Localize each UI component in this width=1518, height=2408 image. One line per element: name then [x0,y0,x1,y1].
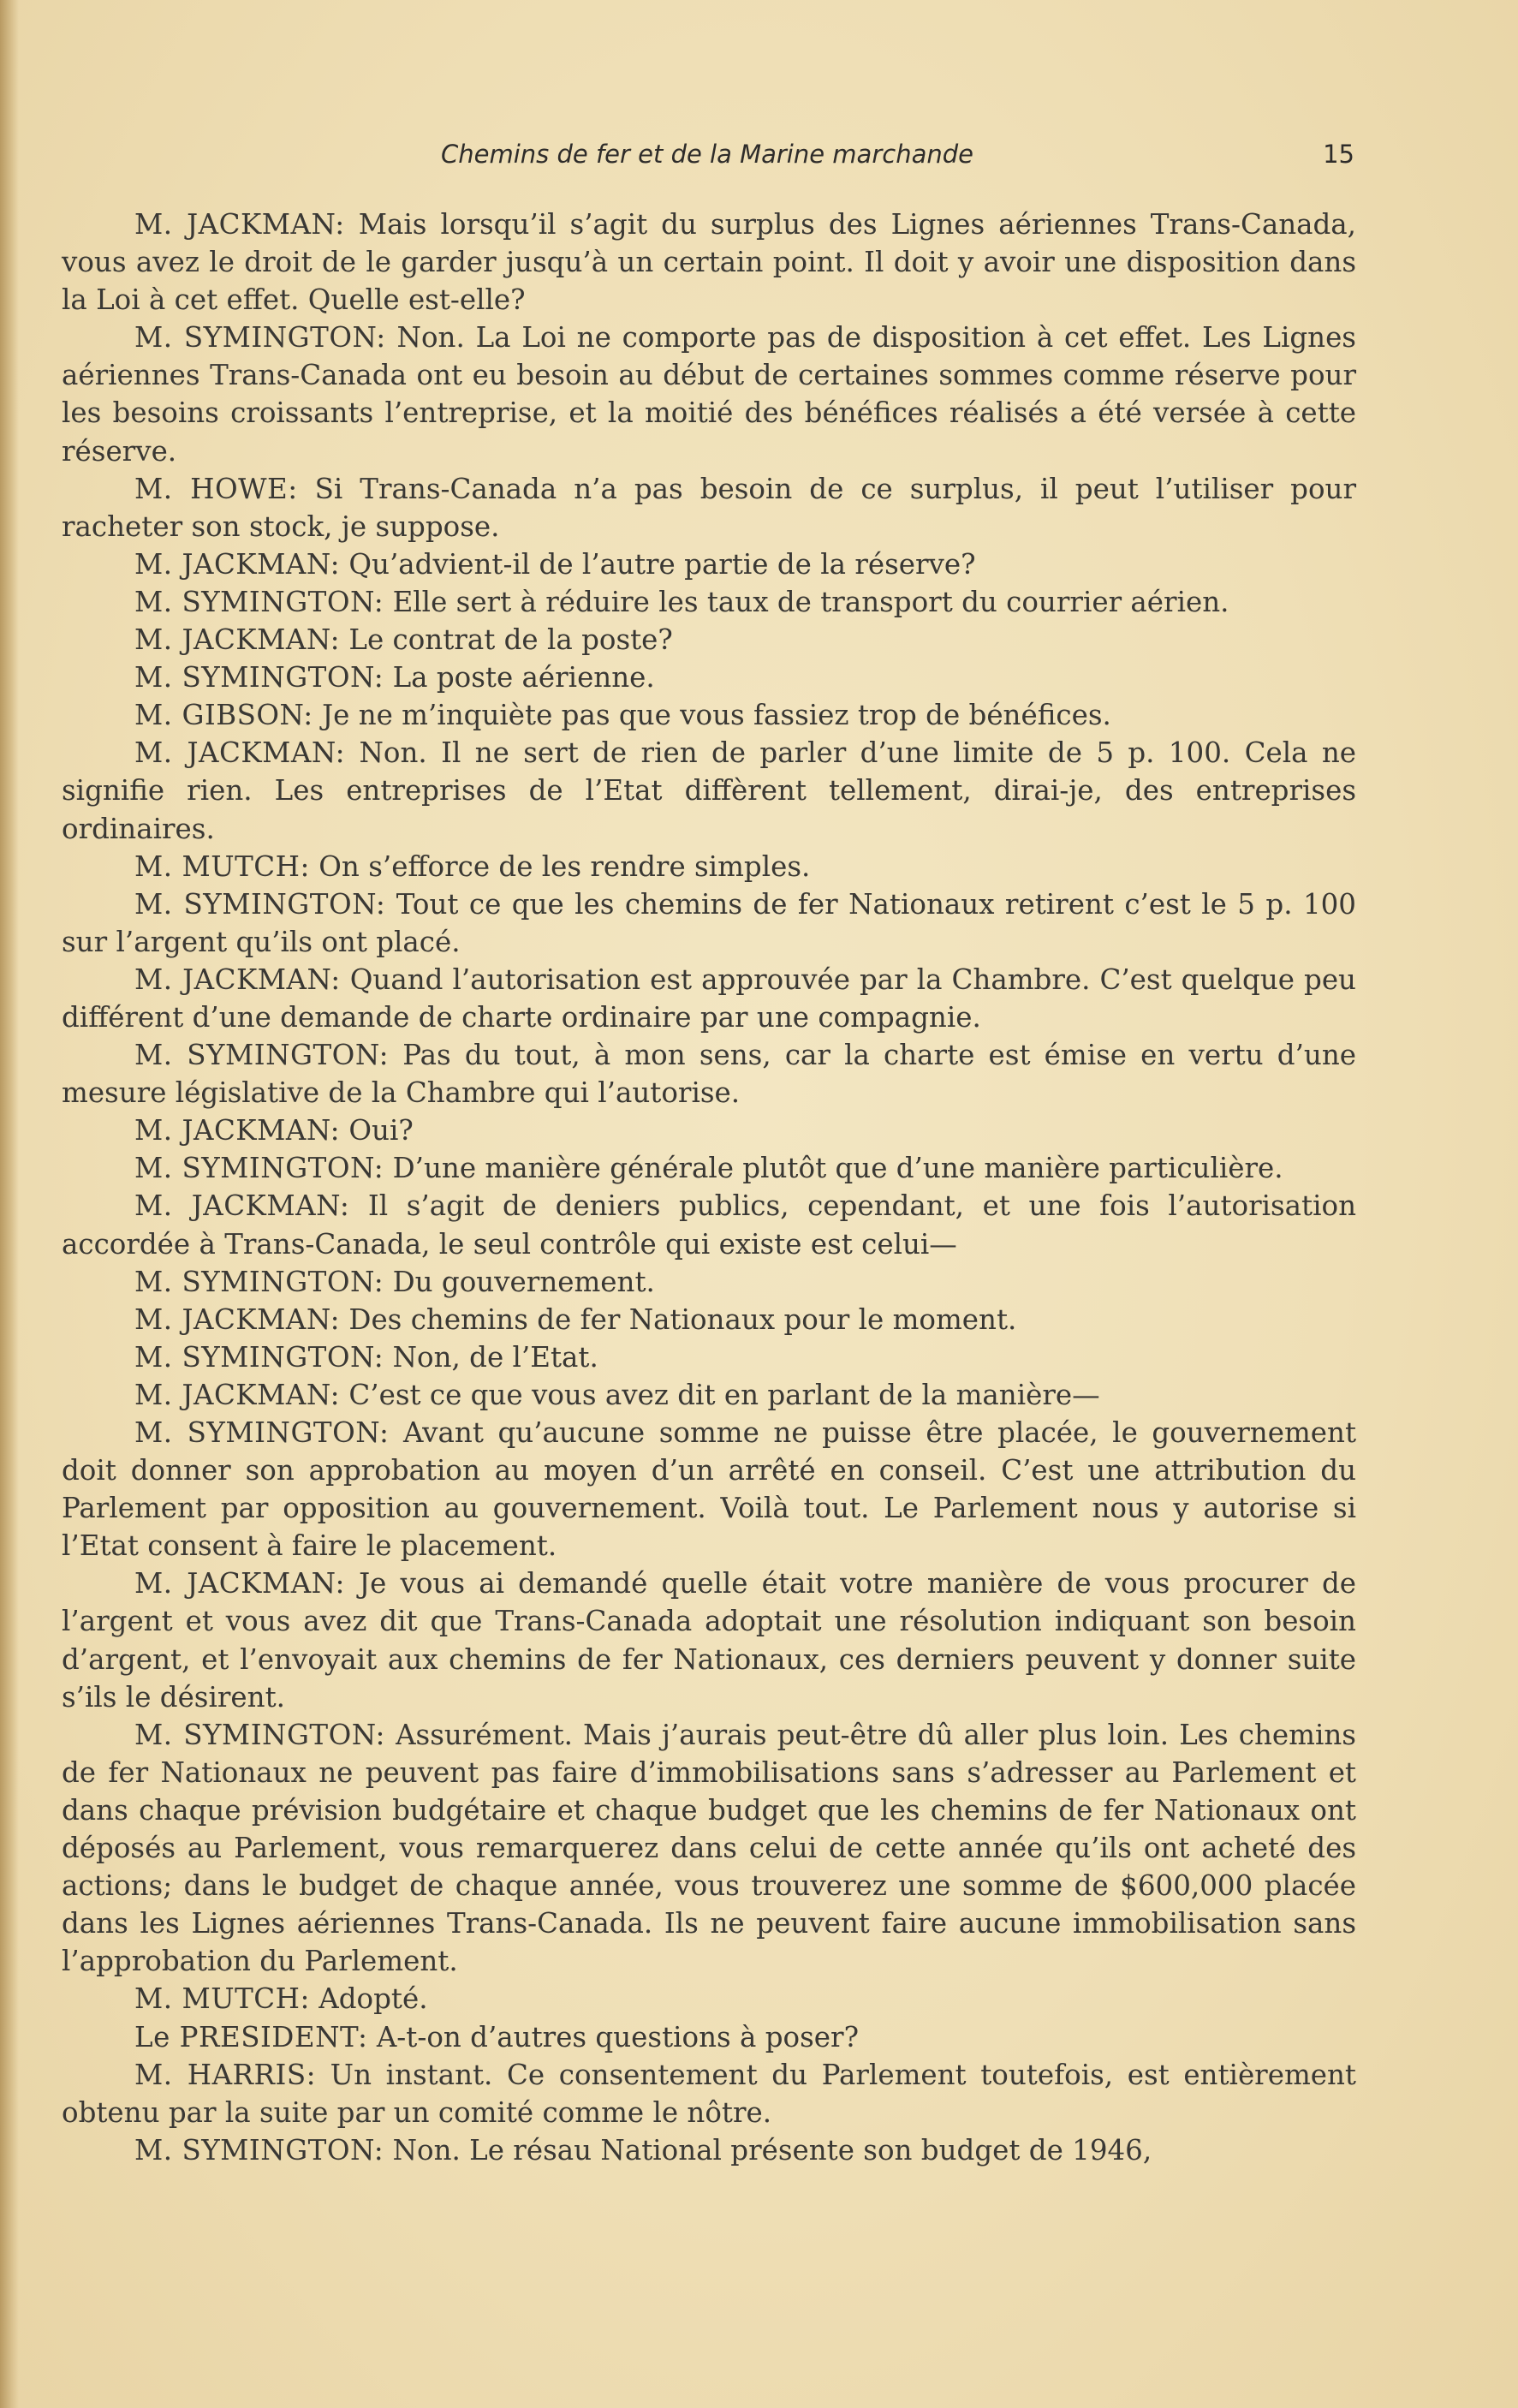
speaker-name: M. JACKMAN: [134,963,341,996]
speech-text: Non. Le résau National présente son budget de 1946, [384,2133,1152,2167]
speaker-name: M. SYMINGTON: [134,1265,384,1298]
speaker-name: M. SYMINGTON: [134,2133,384,2167]
speaker-name: M. SYMINGTON: [134,1718,385,1751]
transcript-paragraph [62,1149,1356,1187]
speaker-name: Le PRESIDENT: [134,2020,368,2053]
speech-text: Le contrat de la poste? [340,623,673,657]
transcript-paragraph [62,961,1356,1036]
speaker-name: M. SYMINGTON: [134,1340,384,1374]
transcript-paragraph [62,2131,1356,2169]
speaker-name: M. SYMINGTON: [134,321,386,355]
transcript-paragraph [62,319,1356,469]
speech-text: Avant qu’aucune somme ne puisse être placée, le gouvernement doit donner son approbation au moyen d’un arrêté en conseil. C’est une attribution du Parlement par opposition au gouvernement. Voilà tout. Le Parlement nous y autorise si l’Etat consent à faire le placement. [62,1416,1357,1563]
transcript-paragraph [62,545,1356,583]
speaker-name: M. JACKMAN: [134,736,346,770]
speaker-name: M. JACKMAN: [134,623,341,657]
page-header [60,135,1354,173]
speech-text: Pas du tout, à mon sens, car la charte est émise en vertu d’une mesure législative de la Chambre qui l’autorise. [62,1039,1356,1110]
speaker-name: M. HARRIS: [134,2058,317,2091]
speech-text: Assurément. Mais j’aurais peut-être dû aller plus loin. Les chemins de fer Nationaux ne peuvent pas faire d’immobilisations sans s’adresser au Parlement et dans chaque prévision budgétaire et chaque budget que les chemins de fer Nationaux ont déposés au Parlement, vous remarquerez dans celui de cette année qu’ils ont acheté des actions; dans le budget de chaque année, vous trouverez une somme de $600,000 placée dans les Lignes aériennes Trans-Canada. Ils ne peuvent faire aucune immobilisation sans l’approbation du Parlement. [62,1718,1356,1978]
transcript-paragraph [62,1980,1356,2018]
page-number: 15 [1323,140,1354,169]
speaker-name: M. JACKMAN: [134,1378,341,1411]
speech-text: Du gouvernement. [384,1265,655,1298]
speech-text: C’est ce que vous avez dit en parlant de la manière— [340,1378,1100,1411]
speaker-name: M. MUTCH: [134,1982,310,2016]
speaker-name: M. JACKMAN: [134,1567,345,1600]
transcript-paragraph [62,206,1356,319]
transcript-paragraph [62,2018,1356,2056]
transcript-paragraph [62,1716,1356,1981]
speech-text: Non, de l’Etat. [384,1340,598,1374]
speech-text: Mais lorsqu’il s’agit du surplus des Lignes aériennes Trans-Canada, vous avez le droit de le garder jusqu’à un certain point. Il doit y avoir une disposition dans la Loi à cet effet. Quelle est-elle? [62,208,1357,317]
transcript-paragraph [62,1112,1356,1149]
speech-text: Quand l’autorisation est approuvée par la Chambre. C’est quelque peu différent d’une demande de charte ordinaire par une compagnie. [62,963,1356,1034]
transcript-paragraph [62,1301,1356,1338]
speech-text: Qu’advient-il de l’autre partie de la réserve? [340,547,976,581]
transcript-paragraph [62,1565,1356,1715]
transcript-paragraph [62,1338,1356,1376]
speech-text: Tout ce que les chemins de fer Nationaux retirent c’est le 5 p. 100 sur l’argent qu’ils ont placé. [62,887,1356,958]
transcript-paragraph [62,1414,1356,1565]
speech-text: Des chemins de fer Nationaux pour le moment. [340,1302,1017,1336]
transcript-paragraph [62,470,1356,545]
speech-text: Je vous ai demandé quelle était votre manière de vous procurer de l’argent et vous avez dit que Trans-Canada adoptait une résolution indiquant son besoin d’argent, et l’envoyait aux chemins de fer Nationaux, ces derniers peuvent y donner suite s’ils le désirent. [62,1567,1357,1714]
speech-text: D’une manière générale plutôt que d’une manière particulière. [384,1152,1283,1185]
speaker-name: M. SYMINGTON: [134,1152,384,1185]
speaker-name: M. SYMINGTON: [134,887,386,921]
running-title: Chemins de fer et de la Marine marchande [441,140,973,169]
speech-text: A-t-on d’autres questions à poser? [367,2020,859,2053]
speech-text: Adopté. [309,1982,428,2016]
speaker-name: M. JACKMAN: [134,1189,350,1223]
transcript-paragraph [62,621,1356,659]
speech-text: On s’efforce de les rendre simples. [309,849,811,883]
speaker-name: M. JACKMAN: [134,1114,341,1147]
speech-text: Si Trans-Canada n’a pas besoin de ce surplus, il peut l’utiliser pour racheter son stock, je suppose. [62,472,1356,543]
transcript-paragraph [62,659,1356,696]
speech-text: Un instant. Ce consentement du Parlement toutefois, est entièrement obtenu par la suite par un comité comme le nôtre. [62,2058,1356,2129]
transcript-paragraph [62,1187,1356,1262]
speaker-name: M. JACKMAN: [134,208,345,241]
transcript-body [62,206,1356,2169]
transcript-paragraph [62,2056,1356,2131]
transcript-paragraph [62,1036,1356,1112]
speaker-name: M. SYMINGTON: [134,585,384,618]
transcript-paragraph [62,1376,1356,1414]
speech-text: Non. La Loi ne comporte pas de disposition à cet effet. Les Lignes aériennes Trans-Canada ont eu besoin au début de certaines sommes comme réserve pour les besoins croissants l’entreprise, et la moitié des bénéfices réalisés a été versée à cette réserve. [62,321,1356,468]
transcript-paragraph [62,734,1356,847]
speech-text: La poste aérienne. [384,661,655,694]
speech-text: Je ne m’inquiète pas que vous fassiez trop de bénéfices. [313,699,1111,732]
speaker-name: M. JACKMAN: [134,547,341,581]
transcript-paragraph [62,885,1356,961]
transcript-paragraph [62,696,1356,734]
transcript-paragraph [62,848,1356,885]
speaker-name: M. SYMINGTON: [134,661,384,694]
transcript-paragraph [62,1263,1356,1301]
speaker-name: M. SYMINGTON: [134,1416,390,1449]
binding-shadow [0,0,19,2408]
speaker-name: M. MUTCH: [134,849,310,883]
transcript-paragraph [62,583,1356,621]
speech-text: Elle sert à réduire les taux de transport du courrier aérien. [384,585,1229,618]
speech-text: Non. Il ne sert de rien de parler d’une limite de 5 p. 100. Cela ne signifie rien. Les entreprises de l’Etat diffèrent tellement, dirai-je, des entreprises ordinaires. [62,736,1357,845]
speech-text: Oui? [340,1114,414,1147]
speaker-name: M. JACKMAN: [134,1302,341,1336]
speaker-name: M. HOWE: [134,472,298,505]
speaker-name: M. GIBSON: [134,699,313,732]
speech-text: Il s’agit de deniers publics, cependant, et une fois l’autorisation accordée à Trans-Canada, le seul contrôle qui existe est celui— [62,1189,1357,1261]
speaker-name: M. SYMINGTON: [134,1039,390,1072]
